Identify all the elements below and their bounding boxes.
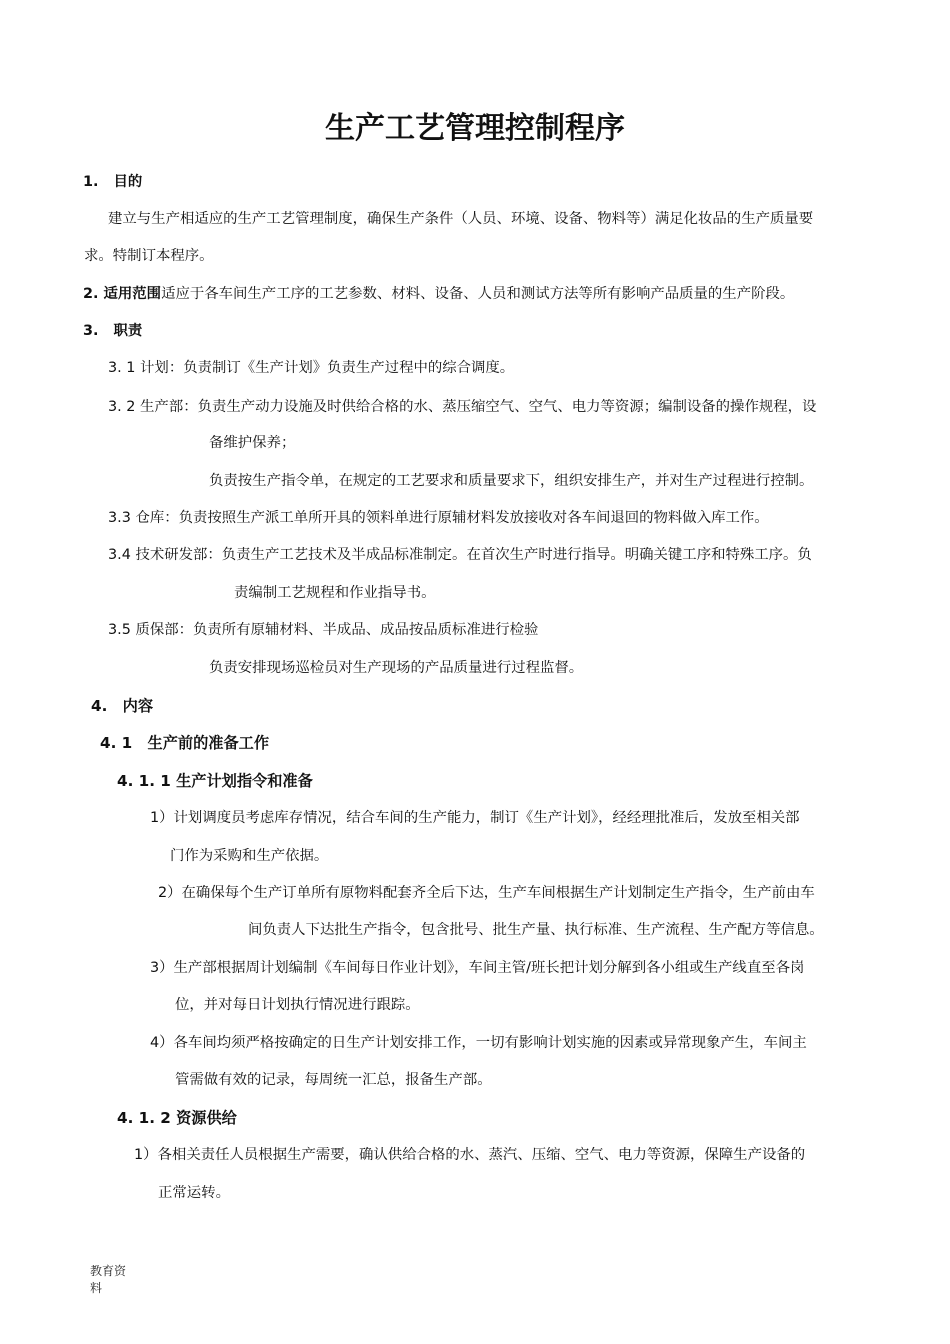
section-title: 目的	[113, 174, 143, 190]
paragraph-text: 适应于各车间生产工序的工艺参数、材料、设备、人员和测试方法等所有影响产品质量的生产阶段。	[161, 286, 795, 302]
list-item: 1）各相关责任人员根据生产需要，确认供给合格的水、蒸汽、压缩、空气、电力等资源，保障生产设备的	[134, 1147, 806, 1163]
section-title: 职责	[113, 323, 143, 339]
list-item-cont: 正常运转。	[158, 1185, 230, 1201]
footer-line: 料	[90, 1281, 103, 1295]
section-title: 2. 适用范围	[83, 286, 162, 302]
list-item-cont: 位，并对每日计划执行情况进行跟踪。	[175, 997, 420, 1013]
section-3-heading	[83, 321, 142, 341]
responsibility-item-cont: 负责安排现场巡检员对生产现场的产品质量进行过程监督。	[209, 660, 584, 676]
list-item: 3）生产部根据周计划编制《车间每日作业计划》，车间主管/班长把计划分解到各小组或生产线直至各岗	[150, 960, 805, 976]
responsibility-item-cont: 负责按生产指令单，在规定的工艺要求和质量要求下，组织安排生产，并对生产过程进行控制。	[209, 473, 814, 489]
responsibility-item: 3. 1 计划：负责制订《生产计划》负责生产过程中的综合调度。	[108, 360, 515, 376]
page-footer	[90, 1263, 126, 1297]
paragraph-line: 求。特制订本程序。	[84, 248, 214, 264]
section-4-heading	[91, 696, 153, 716]
section-2	[83, 284, 794, 304]
list-item-cont: 管需做有效的记录，每周统一汇总，报备生产部。	[175, 1072, 492, 1088]
list-item: 1）计划调度员考虑库存情况，结合车间的生产能力，制订《生产计划》，经经理批准后，发放至相关部	[150, 810, 800, 826]
list-item-cont: 间负责人下达批生产指令，包含批号、批生产量、执行标准、生产流程、生产配方等信息。	[248, 922, 824, 938]
section-1-heading	[83, 172, 142, 192]
subsubsection-heading: 4. 1. 2 资源供给	[117, 1109, 237, 1127]
list-item: 4）各车间均须严格按确定的日生产计划安排工作，一切有影响计划实施的因素或异常现象产生，车间主	[150, 1035, 807, 1051]
subsection-number: 4. 1	[100, 734, 133, 752]
responsibility-item-cont: 责编制工艺规程和作业指导书。	[234, 585, 436, 601]
section-title: 内容	[122, 697, 154, 715]
subsection-title: 生产前的准备工作	[147, 734, 269, 752]
responsibility-item: 3.4 技术研发部：负责生产工艺技术及半成品标准制定。在首次生产时进行指导。明确关键工序和特殊工序。负	[108, 547, 812, 563]
subsection-heading	[100, 733, 269, 753]
section-number: 4.	[91, 697, 108, 715]
responsibility-item: 3. 2 生产部：负责生产动力设施及时供给合格的水、蒸压缩空气、空气、电力等资源；编制设备的操作规程，设	[108, 399, 817, 415]
subsubsection-heading: 4. 1. 1 生产计划指令和准备	[117, 772, 313, 790]
page-title: 生产工艺管理控制程序	[325, 111, 625, 146]
footer-line: 教育资	[90, 1264, 127, 1278]
responsibility-item-cont: 备维护保养；	[209, 435, 296, 451]
list-item: 2）在确保每个生产订单所有原物料配套齐全后下达，生产车间根据生产计划制定生产指令，生产前由车	[158, 885, 815, 901]
section-number: 1.	[83, 174, 99, 190]
responsibility-item: 3.3 仓库：负责按照生产派工单所开具的领料单进行原辅材料发放接收对各车间退回的物料做入库工作。	[108, 510, 769, 526]
list-item-cont: 门作为采购和生产依据。	[170, 848, 329, 864]
section-number: 3.	[83, 323, 99, 339]
paragraph-line: 建立与生产相适应的生产工艺管理制度，确保生产条件（人员、环境、设备、物料等）满足化妆品的生产质量要	[108, 211, 814, 227]
responsibility-item: 3.5 质保部：负责所有原辅材料、半成品、成品按品质标准进行检验	[108, 622, 539, 638]
